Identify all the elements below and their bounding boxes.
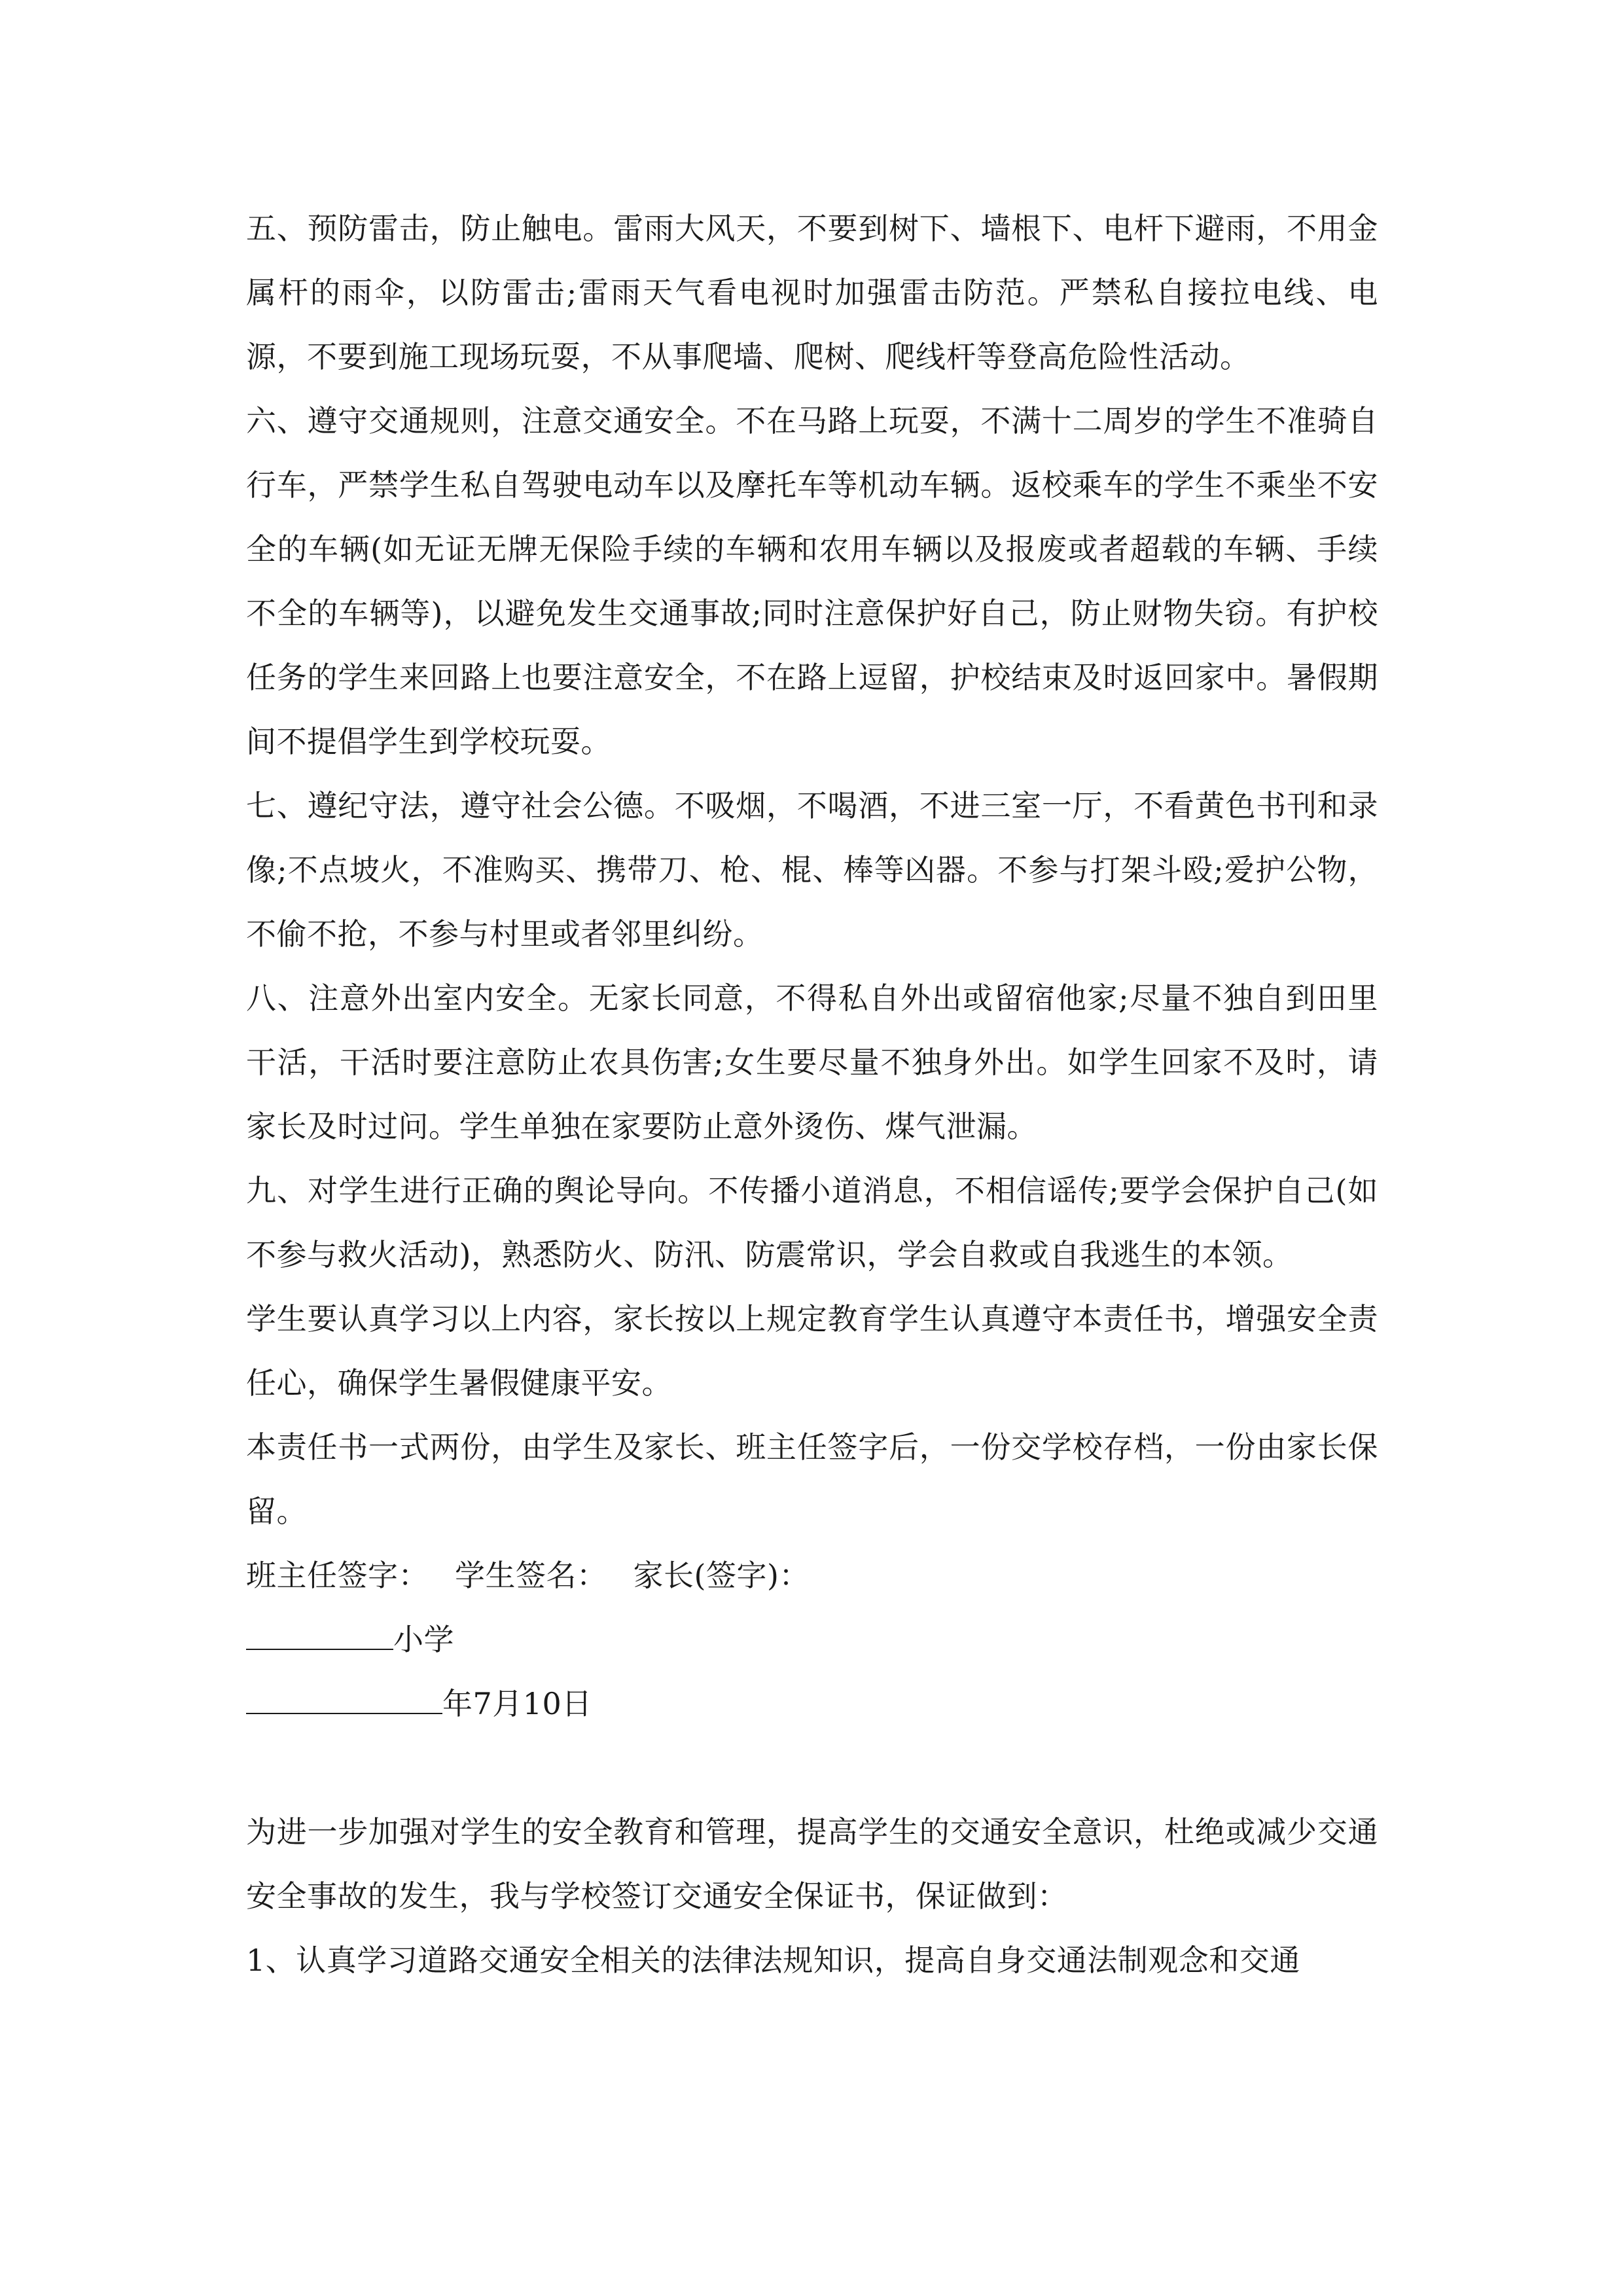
- student-signature-label: 学生签名：: [455, 1558, 607, 1593]
- paragraph-copies: 本责任书一式两份，由学生及家长、班主任签字后，一份交学校存档，一份由家长保留。: [246, 1429, 1378, 1529]
- paragraph-outdoor-indoor-safety: 八、注意外出室内安全。无家长同意，不得私自外出或留宿他家;尽量不独自到田里干活，干活时要注意防止农具伤害;女生要尽量不独身外出。如学生回家不及时，请家长及时过问。学生单独在家要防止意外烫伤、煤气泄漏。: [246, 980, 1378, 1144]
- school-name-blank[interactable]: [246, 1609, 393, 1650]
- signature-line: [246, 1543, 1378, 1607]
- school-suffix: 小学: [393, 1622, 454, 1657]
- document-body: [246, 196, 1378, 1992]
- paragraph-traffic-pledge-item-1: 1、认真学习道路交通安全相关的法律法规知识，提高自身交通法制观念和交通: [246, 1943, 1300, 1978]
- parent-signature-label: 家长(签字)：: [633, 1558, 810, 1593]
- paragraph-traffic-rules: 六、遵守交通规则，注意交通安全。不在马路上玩耍，不满十二周岁的学生不准骑自行车，严禁学生私自驾驶电动车以及摩托车等机动车辆。返校乘车的学生不乘坐不安全的车辆(如无证无牌无保险手续的车辆和农用车辆以及报废或者超载的车辆、手续不全的车辆等)，以避免发生交通事故;同时注意保护好自己，防止财物失窃。有护校任务的学生来回路上也要注意安全，不在路上逗留，护校结束及时返回家中。暑假期间不提倡学生到学校玩耍。: [246, 403, 1378, 759]
- section-gap: [246, 1736, 1378, 1800]
- paragraph-study-requirement: 学生要认真学习以上内容，家长按以上规定教育学生认真遵守本责任书，增强安全责任心，确保学生暑假健康平安。: [246, 1301, 1378, 1401]
- paragraph-lightning-safety: 五、预防雷击，防止触电。雷雨大风天，不要到树下、墙根下、电杆下避雨，不用金属杆的雨伞，以防雷击;雷雨天气看电视时加强雷击防范。严禁私自接拉电线、电源，不要到施工现场玩耍，不从事爬墙、爬树、爬线杆等登高危险性活动。: [246, 211, 1378, 374]
- paragraph-public-opinion: 九、对学生进行正确的舆论导向。不传播小道消息，不相信谣传;要学会保护自己(如不参与救火活动)，熟悉防火、防汛、防震常识，学会自救或自我逃生的本领。: [246, 1173, 1378, 1272]
- paragraph-traffic-pledge-intro: 为进一步加强对学生的安全教育和管理，提高学生的交通安全意识，杜绝或减少交通安全事故的发生，我与学校签订交通安全保证书，保证做到：: [246, 1814, 1378, 1914]
- date-line: [246, 1672, 1378, 1736]
- teacher-signature-label: 班主任签字：: [246, 1558, 429, 1593]
- year-blank[interactable]: [246, 1674, 442, 1714]
- date-suffix: 年7月10日: [442, 1686, 592, 1721]
- paragraph-law-abiding: 七、遵纪守法，遵守社会公德。不吸烟，不喝酒，不进三室一厅，不看黄色书刊和录像;不点坡火，不准购买、携带刀、枪、棍、棒等凶器。不参与打架斗殴;爱护公物，不偷不抢，不参与村里或者邻里纠纷。: [246, 788, 1378, 952]
- school-line: [246, 1607, 1378, 1672]
